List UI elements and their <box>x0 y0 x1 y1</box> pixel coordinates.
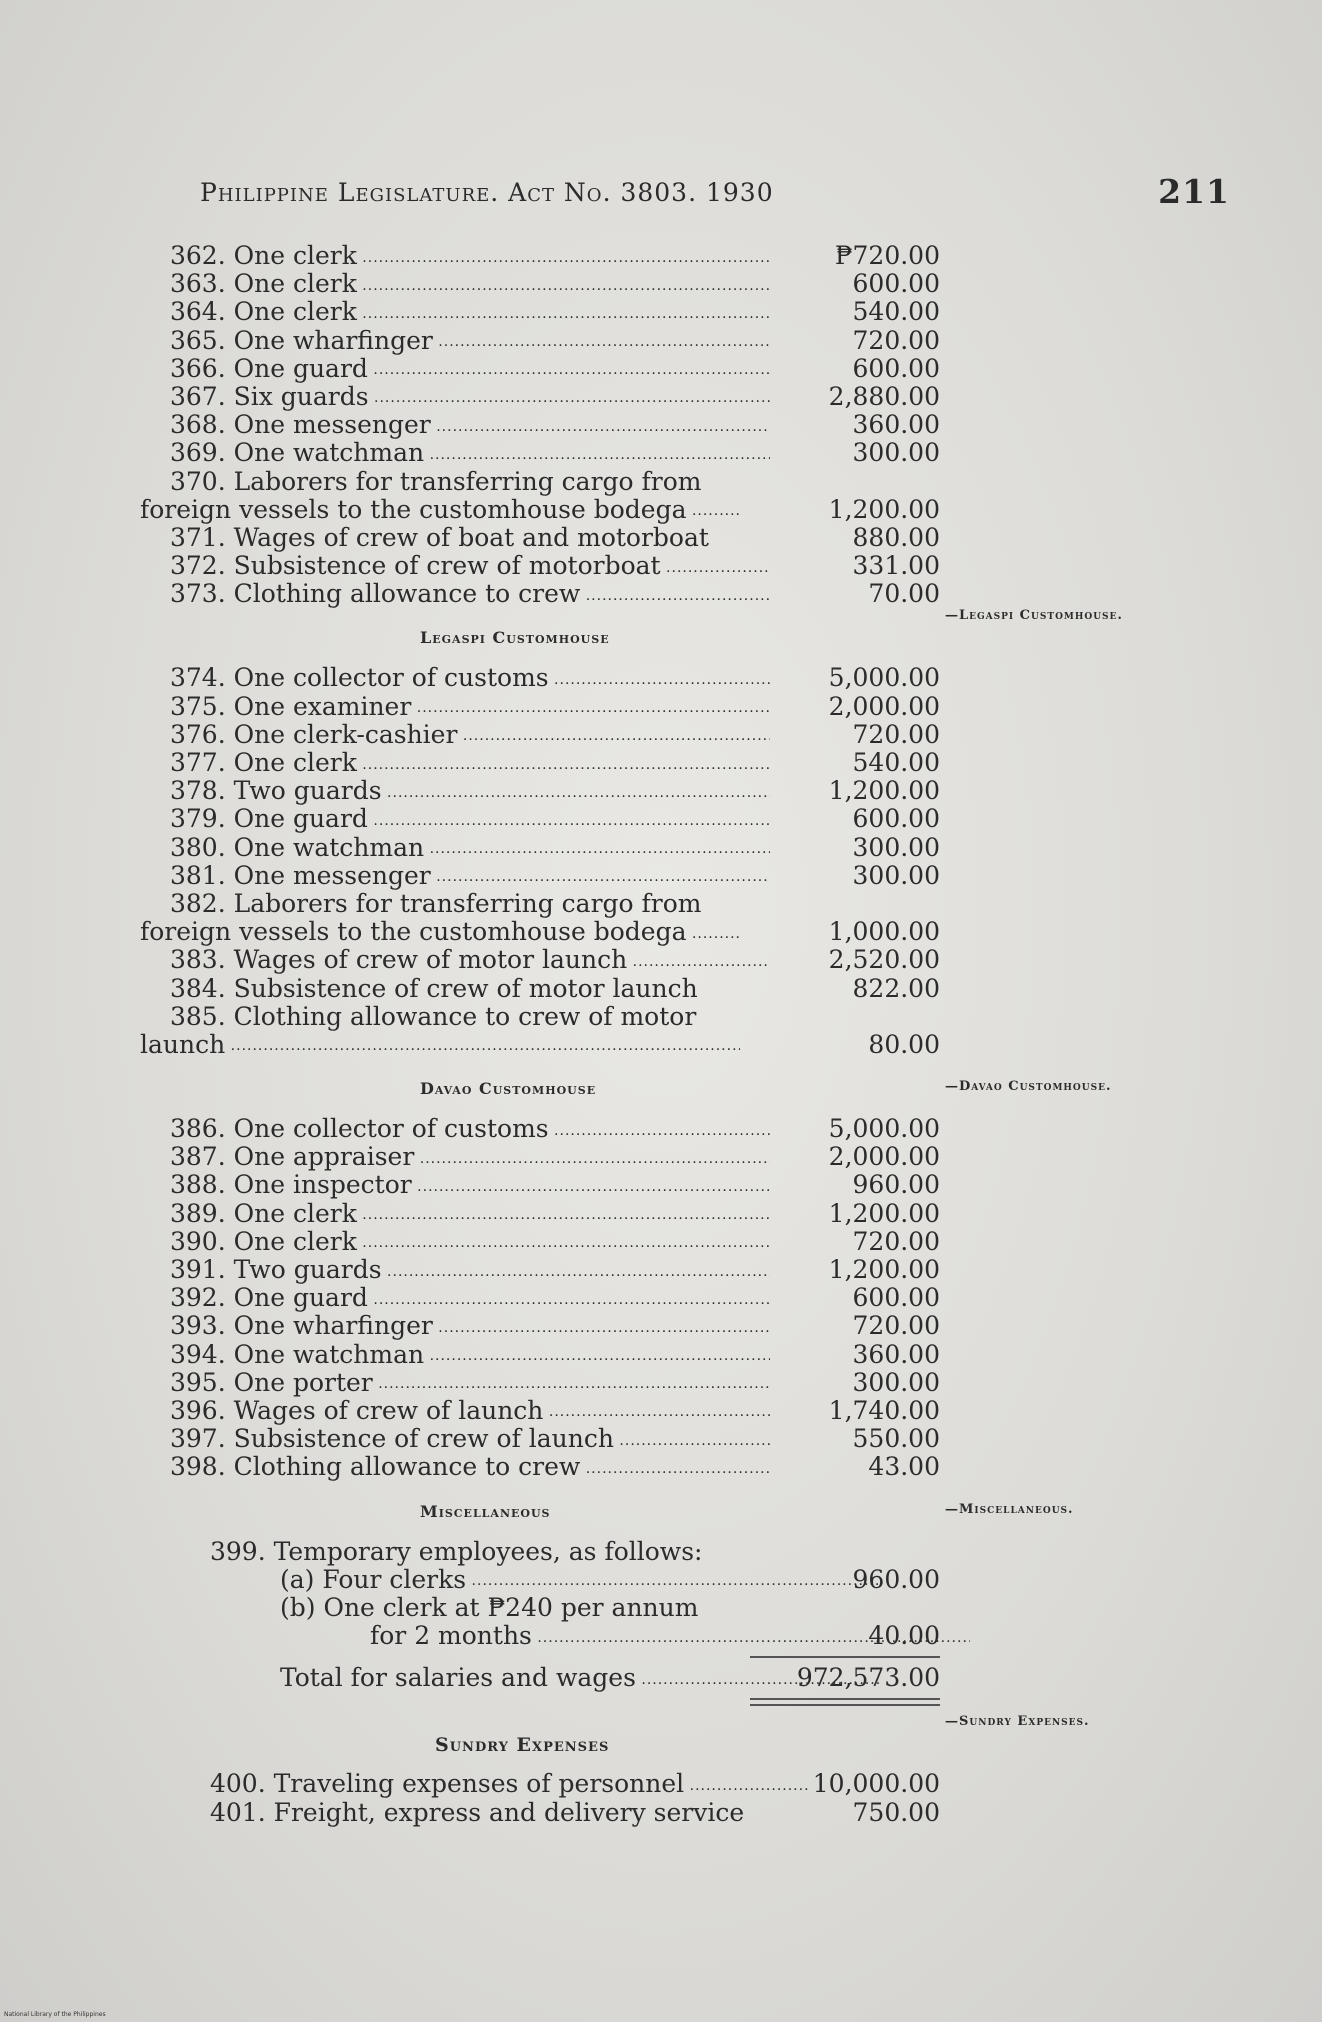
section-heading-text: Legaspi Customhouse <box>420 628 610 648</box>
line-item-amount: 360.00 <box>852 410 940 440</box>
line-item-label <box>140 1566 880 1596</box>
leader-dots <box>357 749 770 777</box>
line-item-amount: 600.00 <box>852 353 940 383</box>
line-item <box>140 1312 1160 1340</box>
leader-dots <box>433 327 770 355</box>
line-item-amount: 2,880.00 <box>828 381 940 411</box>
line-item-text: 392. One guard <box>170 1284 368 1313</box>
line-item-amount: 600.00 <box>852 804 940 834</box>
line-item-text: 383. Wages of crew of motor launch <box>170 946 628 975</box>
line-item <box>140 298 1160 326</box>
leader-dots <box>627 946 770 974</box>
line-item-label <box>140 1284 770 1314</box>
leader-dots <box>543 1397 770 1425</box>
line-item-text: 366. One guard <box>170 354 368 383</box>
section-heading <box>140 1714 1160 1770</box>
line-item <box>140 242 1160 270</box>
line-item-label <box>140 1664 880 1694</box>
line-item-label <box>140 777 770 807</box>
line-item-amount: 822.00 <box>852 973 940 1003</box>
line-item <box>140 834 1160 862</box>
line-item <box>140 580 1160 608</box>
line-item-text: 389. One clerk <box>170 1199 357 1228</box>
line-item-text: 374. One collector of customs <box>170 664 549 693</box>
line-item-label <box>140 439 770 469</box>
line-item-amount: 1,200.00 <box>828 1255 940 1284</box>
line-item-label <box>140 749 770 779</box>
line-item-amount: 80.00 <box>868 1029 940 1059</box>
line-item <box>140 1594 1160 1622</box>
line-item <box>140 1397 1160 1425</box>
line-item <box>140 1770 1160 1798</box>
line-item-amount: 540.00 <box>852 748 940 777</box>
line-item-text: 380. One watchman <box>170 833 425 862</box>
line-item-amount: 300.00 <box>852 860 940 890</box>
line-item-amount: 880.00 <box>852 522 940 552</box>
line-item <box>140 1228 1160 1256</box>
line-item <box>140 355 1160 383</box>
line-item-label <box>140 918 740 948</box>
leader-dots <box>412 1171 770 1199</box>
line-item <box>140 777 1160 805</box>
line-item-label <box>140 580 770 610</box>
line-item <box>140 664 1160 692</box>
leader-dots <box>433 1312 770 1340</box>
line-item-text: 364. One clerk <box>170 298 357 327</box>
line-item <box>140 1171 1160 1199</box>
line-item <box>140 1369 1160 1397</box>
line-item-amount: 360.00 <box>852 1339 940 1369</box>
line-item-text: 376. One clerk-cashier <box>170 720 458 749</box>
line-item-label <box>140 664 770 694</box>
leader-dots <box>414 1143 770 1171</box>
line-item <box>140 1341 1160 1369</box>
line-item-label <box>140 552 770 582</box>
line-item <box>140 1256 1160 1284</box>
page-number: 211 <box>1158 172 1230 211</box>
line-item <box>140 1031 1160 1059</box>
line-item-text: launch <box>140 1030 226 1059</box>
line-item-amount: 70.00 <box>868 579 940 609</box>
leader-dots <box>357 298 770 326</box>
line-item-label <box>140 298 770 328</box>
double-line-top <box>750 1698 940 1700</box>
line-item-text: 379. One guard <box>170 805 368 834</box>
line-item-label <box>140 270 770 300</box>
section-heading-text: Sundry Expenses <box>435 1734 610 1757</box>
line-item-text: 395. One porter <box>170 1368 373 1397</box>
section-heading <box>140 1482 1160 1538</box>
appropriation-list <box>140 242 1160 1827</box>
line-item-text: Total for salaries and wages <box>280 1664 636 1693</box>
leader-dots <box>614 1425 770 1453</box>
line-item-text: 373. Clothing allowance to crew <box>170 580 581 609</box>
line-item-amount: 600.00 <box>852 1283 940 1313</box>
sundry-block <box>140 1714 1160 1826</box>
line-item <box>140 805 1160 833</box>
line-item-label <box>140 524 770 552</box>
leader-dots <box>580 580 770 608</box>
leader-dots <box>687 496 741 524</box>
line-item-text: 369. One watchman <box>170 439 425 468</box>
line-item-text: foreign vessels to the customhouse bodega <box>140 495 687 524</box>
line-item-label <box>140 496 740 526</box>
line-item-label <box>140 1256 770 1286</box>
line-item-amount: 43.00 <box>868 1452 940 1482</box>
archive-stamp: National Library of the Philippines <box>4 2011 106 2018</box>
line-item-label <box>140 890 770 918</box>
line-item-amount: 10,000.00 <box>812 1769 940 1799</box>
double-rule <box>140 1692 1160 1714</box>
leader-dots <box>368 805 770 833</box>
line-item-label <box>140 468 770 496</box>
leader-dots <box>431 862 770 890</box>
line-item <box>140 1284 1160 1312</box>
line-item-text: 386. One collector of customs <box>170 1115 549 1144</box>
line-item-text: 362. One clerk <box>170 242 357 270</box>
line-item-label <box>140 805 770 835</box>
margin-note: —Miscellaneous. <box>945 1501 1074 1517</box>
line-item <box>140 524 1160 552</box>
line-item-text: 372. Subsistence of crew of motorboat <box>170 552 661 581</box>
line-item <box>140 496 1160 524</box>
line-item-text: 370. Laborers for transferring cargo from <box>170 467 702 496</box>
leader-dots <box>687 918 741 946</box>
leader-dots <box>368 355 770 383</box>
line-item <box>140 327 1160 355</box>
line-item-text: 365. One wharfinger <box>170 326 433 355</box>
line-item <box>140 862 1160 890</box>
total-row <box>140 1664 1160 1692</box>
leader-dots <box>382 1256 770 1284</box>
line-item-label <box>140 1003 770 1031</box>
line-item-amount: 720.00 <box>852 325 940 355</box>
line-item-amount: 5,000.00 <box>828 1114 940 1144</box>
line-item-label <box>140 975 770 1003</box>
leader-dots <box>357 1200 770 1228</box>
line-item-label <box>140 693 770 723</box>
sum-rule <box>140 1650 1160 1664</box>
line-item-label <box>140 411 770 441</box>
line-item-text: 390. One clerk <box>170 1227 357 1256</box>
line-item-text: 397. Subsistence of crew of launch <box>170 1425 614 1454</box>
line-item-label <box>140 242 770 272</box>
section-block <box>140 1059 1160 1481</box>
line-item-text: 399. Temporary employees, as follows: <box>210 1537 703 1566</box>
line-item-amount: 750.00 <box>852 1797 940 1827</box>
line-item-amount: 1,200.00 <box>828 1198 940 1228</box>
line-item-text: 375. One examiner <box>170 692 412 721</box>
line-item <box>140 1200 1160 1228</box>
line-item-amount: 550.00 <box>852 1424 940 1454</box>
leader-dots <box>424 1341 770 1369</box>
line-item-amount: 40.00 <box>868 1621 940 1651</box>
line-item-text: 371. Wages of crew of boat and motorboat <box>170 523 709 552</box>
margin-note: —Legaspi Customhouse. <box>945 608 1123 624</box>
line-item-amount: 1,200.00 <box>828 494 940 524</box>
line-item-text: 394. One watchman <box>170 1340 425 1369</box>
line-item-text: 387. One appraiser <box>170 1143 415 1172</box>
line-item-amount: 1,740.00 <box>828 1395 940 1425</box>
line-item-label <box>140 1538 810 1566</box>
line-item <box>140 552 1160 580</box>
line-item <box>140 1425 1160 1453</box>
line-item <box>140 749 1160 777</box>
line-item-text: 368. One messenger <box>170 411 431 440</box>
line-item-text: 398. Clothing allowance to crew <box>170 1453 581 1482</box>
line-item-amount: 2,520.00 <box>828 945 940 975</box>
margin-note: —Davao Customhouse. <box>945 1079 1112 1095</box>
line-item-label <box>140 1770 810 1800</box>
section-heading <box>140 608 1160 664</box>
line-item-amount: 5,000.00 <box>828 663 940 693</box>
line-item-text: foreign vessels to the customhouse bodega <box>140 918 687 947</box>
leader-dots <box>357 270 770 298</box>
line-item-amount: 600.00 <box>852 269 940 299</box>
leader-dots <box>357 1228 770 1256</box>
line-item-text: for 2 months <box>370 1622 532 1651</box>
line-item-label <box>140 1341 770 1371</box>
line-item-text: (a) Four clerks <box>280 1565 467 1594</box>
line-item <box>140 439 1160 467</box>
line-item-amount: 300.00 <box>852 1367 940 1397</box>
line-item-text: (b) One clerk at ₱240 per annum <box>280 1593 699 1622</box>
line-item <box>140 383 1160 411</box>
line-item-label <box>140 946 770 976</box>
line-item <box>140 918 1160 946</box>
line-item-amount: 972,573.00 <box>796 1663 940 1693</box>
leader-dots <box>411 693 770 721</box>
line-item-amount: 1,000.00 <box>828 917 940 947</box>
line-item-text: 378. Two guards <box>170 777 382 806</box>
line-item-text: 401. Freight, express and delivery service <box>210 1798 745 1827</box>
line-item-label <box>140 1453 770 1483</box>
line-item-text: 396. Wages of crew of launch <box>170 1396 544 1425</box>
line-item-text: 377. One clerk <box>170 749 357 777</box>
leader-dots <box>431 411 770 439</box>
margin-note: —Sundry Expenses. <box>945 1714 1090 1730</box>
line-item-text: 381. One messenger <box>170 861 431 890</box>
line-item-amount: 300.00 <box>852 438 940 468</box>
line-item-label <box>140 1397 770 1427</box>
line-item <box>140 946 1160 974</box>
line-item-amount: 720.00 <box>852 719 940 749</box>
section-heading-text: Davao Customhouse <box>420 1079 597 1099</box>
leader-dots <box>357 242 770 270</box>
line-item-text: 400. Traveling expenses of personnel <box>210 1770 685 1799</box>
leader-dots <box>661 552 770 580</box>
leader-dots <box>424 439 770 467</box>
line-item-label <box>140 355 770 385</box>
line-item-amount: 720.00 <box>852 1226 940 1256</box>
leader-dots <box>424 834 770 862</box>
line-item-amount: 1,200.00 <box>828 776 940 806</box>
section-heading <box>140 1059 1160 1115</box>
line-item <box>140 270 1160 298</box>
line-item-text: 388. One inspector <box>170 1171 412 1200</box>
line-item-label <box>140 1115 770 1145</box>
line-item <box>140 975 1160 1003</box>
line-item <box>140 468 1160 496</box>
line-item <box>140 1003 1160 1031</box>
line-item-text: 367. Six guards <box>170 382 369 411</box>
line-item <box>140 1143 1160 1171</box>
line-item <box>140 1799 1160 1827</box>
line-item-amount: 960.00 <box>852 1170 940 1200</box>
line-item-label <box>140 1228 770 1258</box>
line-item-label <box>140 1594 880 1622</box>
section-heading-text: Miscellaneous <box>420 1501 551 1521</box>
line-item-amount: 331.00 <box>852 551 940 581</box>
line-item-text: 382. Laborers for transferring cargo from <box>170 889 702 918</box>
line-item-label <box>140 721 770 751</box>
line-item-label <box>140 327 770 357</box>
line-item <box>140 1115 1160 1143</box>
line-item-label <box>140 383 770 413</box>
section-block <box>140 1482 1160 1651</box>
line-item <box>140 1566 1160 1594</box>
line-item-label <box>140 1171 770 1201</box>
line-item <box>140 1622 1160 1650</box>
line-item-text: 384. Subsistence of crew of motor launch <box>170 974 698 1003</box>
line-item-label <box>140 862 770 892</box>
running-head <box>200 172 1230 218</box>
line-item-amount: 540.00 <box>852 297 940 327</box>
line-item-text: 391. Two guards <box>170 1256 382 1284</box>
line-item-amount: 2,000.00 <box>828 691 940 721</box>
leader-dots <box>549 1115 770 1143</box>
line-item-text: 393. One wharfinger <box>170 1312 433 1341</box>
leader-dots <box>457 721 770 749</box>
line-item <box>140 693 1160 721</box>
line-item-label <box>140 1200 770 1230</box>
leader-dots <box>225 1031 740 1059</box>
line-item-label <box>140 1369 770 1399</box>
line-item-label <box>140 1143 770 1173</box>
line-item <box>140 721 1160 749</box>
line-item-amount: 960.00 <box>852 1564 940 1594</box>
line-item-amount: 300.00 <box>852 832 940 862</box>
leader-dots <box>580 1453 770 1481</box>
line-item <box>140 1453 1160 1481</box>
line-item <box>140 1538 1160 1566</box>
line-item-label <box>140 1031 740 1061</box>
section-block <box>140 242 1160 608</box>
line-item <box>140 890 1160 918</box>
line-item-amount: 2,000.00 <box>828 1142 940 1172</box>
leader-dots <box>549 664 770 692</box>
line-item-label <box>140 834 770 864</box>
line-item-amount: 720.00 <box>852 1311 940 1341</box>
leader-dots <box>368 1284 770 1312</box>
double-line-bottom <box>750 1704 940 1706</box>
section-block <box>140 608 1160 1059</box>
sum-line <box>750 1656 940 1658</box>
line-item <box>140 411 1160 439</box>
line-item-text: 363. One clerk <box>170 270 357 299</box>
line-item-label <box>140 1312 770 1342</box>
line-item-text: 385. Clothing allowance to crew of motor <box>170 1002 697 1031</box>
line-item-amount: ₱720.00 <box>834 241 940 270</box>
line-item-label <box>140 1799 810 1827</box>
line-item-label <box>140 1425 770 1455</box>
leader-dots <box>382 777 770 805</box>
leader-dots <box>369 383 770 411</box>
leader-dots <box>373 1369 770 1397</box>
running-head-title: Philippine Legislature. Act No. 3803. 1930 <box>200 178 774 207</box>
